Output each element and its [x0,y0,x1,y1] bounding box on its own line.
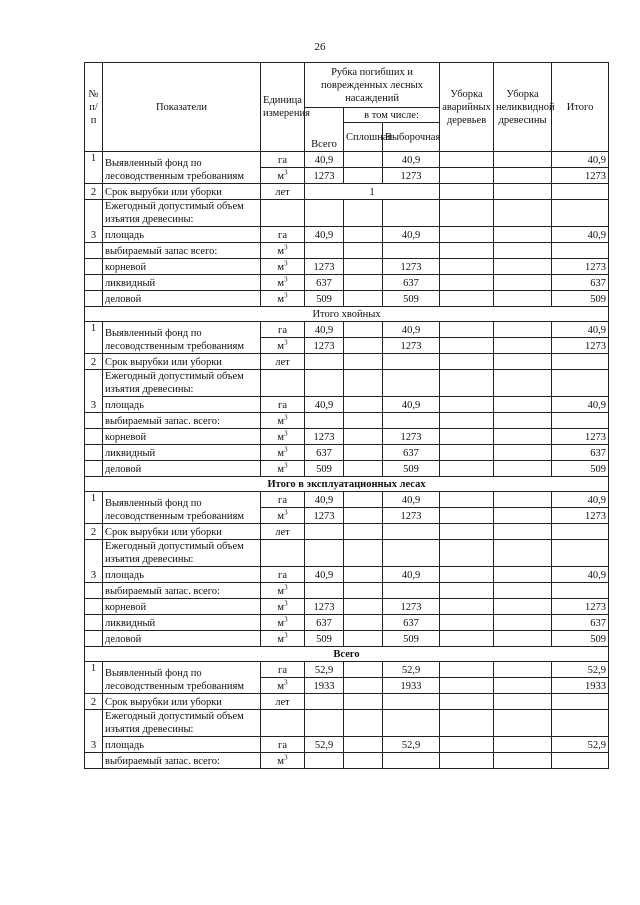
table-row: корневой $м^3$ 1273 1273 1273 [85,599,609,615]
table-row: корневой $м^3$ 1273 1273 1273 [85,429,609,445]
table-row: 1 Выявленный фонд по лесоводственным требованиям га 52,9 52,9 52,9 [85,662,609,678]
header-indicators: Показатели [103,63,261,152]
table-row: выбираемый запас всего: $м^3$ [85,243,609,259]
table-row: выбираемый запас. всего: $м^3$ [85,753,609,769]
fund-area-total: 40,9 [305,152,344,168]
header-windfall: Уборка аварийных деревьев [440,63,494,152]
table-row: площадь га 52,9 52,9 52,9 [85,737,609,753]
fund-area-selective: 40,9 [383,152,440,168]
table-row: 1 Выявленный фонд по лесоводственным требованиям га 40,9 40,9 40,9 [85,322,609,338]
header-total-felling: Всего [305,108,344,152]
table-row: выбираемый запас. всего: $м^3$ [85,583,609,599]
header-illiquid: Уборка неликвидной древесины [494,63,552,152]
fund-vol-grand: 1273 [552,168,609,184]
table-row: 2 Срок вырубки или уборки лет [85,354,609,370]
header-clear: Сплошная [344,123,383,152]
unit-m3: $м^3$ [261,168,305,184]
header-felling: Рубка погибших и поврежденных лесных насаждений [305,63,440,108]
section-operational: Итого в эксплуатационных лесах [85,477,609,492]
table-row [85,152,609,168]
unit-ha: га [261,152,305,168]
table-row: деловой $м^3$ 509 509 509 [85,291,609,307]
row-number: 1 [85,152,103,184]
label-term: Срок вырубки или уборки [103,184,261,200]
table-row: выбираемый запас. всего: $м^3$ [85,413,609,429]
header-grand-total: Итого [552,63,609,152]
table-row: ликвидный $м^3$ 637 637 637 [85,275,609,291]
table-row: деловой $м^3$ 509 509 509 [85,461,609,477]
table-row: 2 Срок вырубки или уборки лет [85,694,609,710]
header-selective: Выборочная [383,123,440,152]
page-number: 26 [314,41,326,53]
forest-felling-table: № п/п Показатели Единица измерения Рубка погибших и поврежденных лесных насаждений Уборка аварийных деревьев Уборка неликвидной древесины Итого Всего в том числе: Сплошная Выборочная 1 Выявленный фонд по лесоводственным требованиям га 40,9 40,9 40,9 $м^3$ 1273 1273 1273 2 Срок вырубки или уборки лет 1 3 Ежегодный допустимый объем изъятия древесины: площадь га 40,9 40,9 40,9 выбираемый запас всего: $м^3$ корневой $м^3$ 1273 1273 1273 ликвидный $м^3$ 637 637 637 деловой $м^3$ 509 509 509 Итого хвойных 1 Выявленный фонд по лесоводственным требованиям га 40,9 40,9 40,9 $м^3$ 1273 1273 1273 2 Срок вырубки или уборки лет 3 Ежегодный допустимый объем изъятия древесины: площадь га 40,9 40,9 40,9 выбираемый запас. всего: $м^3$ корневой $м^3$ 1273 1273 1273 ликвидный $м^3$ 637 637 637 деловой $м^3$ 509 509 509 Итого в эксплуатационных лесах 1 Выявленный фонд по лесоводственным требованиям га 40,9 40,9 40,9 $м^3$ 1273 1273 1273 2 Срок вырубки или уборки лет 3 Ежегодный допустимый объем изъятия древесины: площадь га 40,9 40,9 40,9 выбираемый запас. всего: $м^3$ корневой $м^3$ 1273 1273 1273 ликвидный $м^3$ 637 637 637 деловой $м^3$ 509 509 509 Всего 1 Выявленный фонд по лесоводственным требованиям га 52,9 52,9 52,9 $м^3$ 1933 1933 1933 2 Срок вырубки или уборки лет 3 Ежегодный допустимый объем изъятия древесины: площадь га 52,9 52,9 52,9 выбираемый запас. всего: $м^3$ [84,62,609,769]
fund-area-grand: 40,9 [552,152,609,168]
fund-vol-selective: 1273 [383,168,440,184]
label-fund: Выявленный фонд по лесоводственным требованиям [103,152,261,184]
section-all: Всего [85,647,609,662]
table-row: 2 Срок вырубки или уборки лет 1 [85,184,609,200]
table-row: деловой $м^3$ 509 509 509 [85,631,609,647]
table-row: 2 Срок вырубки или уборки лет [85,524,609,540]
term-value: 1 [305,184,440,200]
table-row: площадь га 40,9 40,9 40,9 [85,567,609,583]
header-including: в том числе: [344,108,440,123]
header-unit: Единица измерения [261,63,305,152]
section-conifers: Итого хвойных [85,307,609,322]
table-row: ликвидный $м^3$ 637 637 637 [85,445,609,461]
table-row: ликвидный $м^3$ 637 637 637 [85,615,609,631]
label-allowable: Ежегодный допустимый объем изъятия древесины: [103,200,261,227]
table-row: площадь га 40,9 40,9 40,9 [85,227,609,243]
header-num: № п/п [85,63,103,152]
table-row: площадь га 40,9 40,9 40,9 [85,397,609,413]
table-row: 1 Выявленный фонд по лесоводственным требованиям га 40,9 40,9 40,9 [85,492,609,508]
fund-vol-total: 1273 [305,168,344,184]
table-row: корневой $м^3$ 1273 1273 1273 [85,259,609,275]
